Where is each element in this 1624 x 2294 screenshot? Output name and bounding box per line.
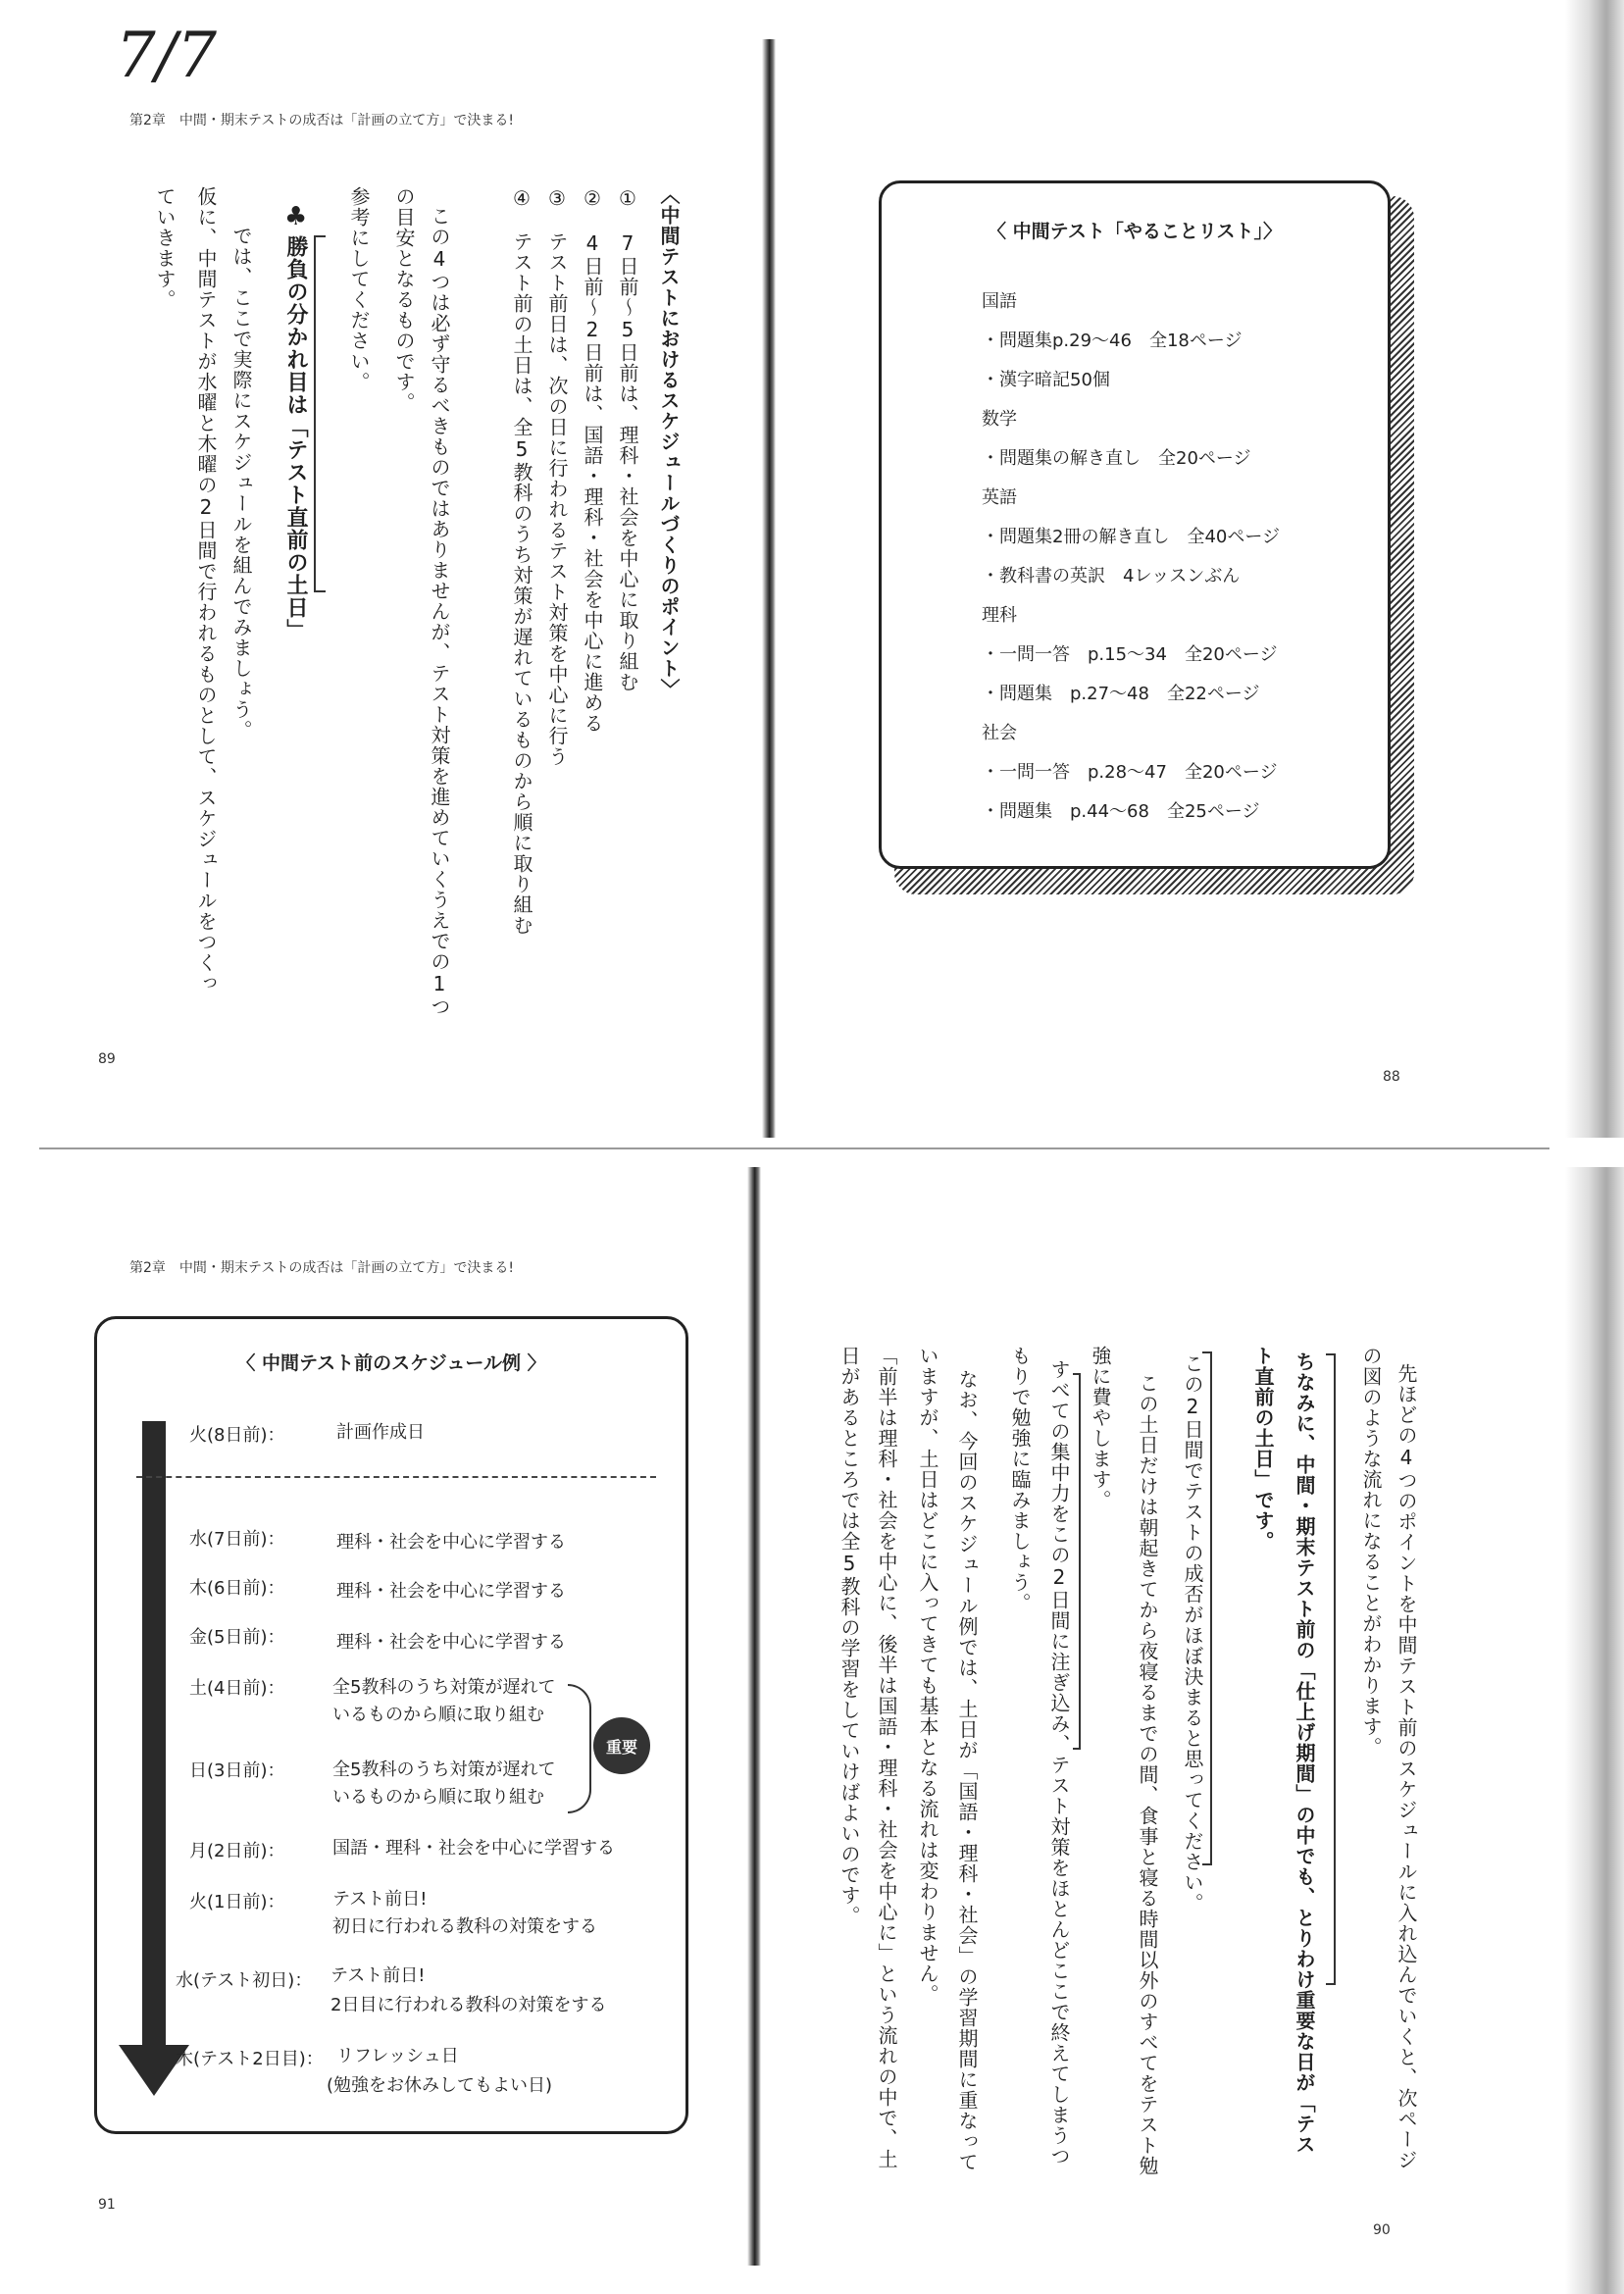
p90-col-10: なお、今回のスケジュール例では、土日が「国語・理科・社会」の学習期間に重なって [955, 1369, 979, 2172]
gutter-shadow-top [762, 39, 776, 1138]
todo-box-title: 〈 中間テスト「やることリスト」〉 [988, 221, 1282, 242]
subheading: 勝負の分かれ目は「テスト直前の土日」 [283, 235, 308, 641]
p90-col-1: 先ほどの4つのポイントを中間テスト前のスケジュールに入れ込んでいくと、次ページ [1395, 1363, 1418, 2170]
schedule-task: いるものから順に取り組む [332, 1705, 544, 1725]
page-edge-shadow-bottom [1565, 1167, 1624, 2294]
todo-box [879, 180, 1391, 869]
handwritten-bracket [314, 235, 326, 592]
todo-item: ・問題集p.29～46 全18ページ [982, 331, 1243, 351]
schedule-task: テスト前日! [332, 1889, 428, 1910]
p90-col-7: 強に費やします。 [1089, 1346, 1112, 1510]
todo-subject-shakai: 社会 [982, 723, 1017, 743]
point-4: ④ テスト前の土日は、全5教科のうち対策が遅れているものから順に取り組む [510, 186, 533, 936]
todo-item: ・問題集2冊の解き直し 全40ページ [982, 527, 1280, 547]
handwritten-bracket [1326, 1353, 1336, 1985]
schedule-day: 火(1日前)： [189, 1892, 285, 1912]
point-3: ③ テスト前日は、次の日に行われるテスト対策を中心に行う [545, 186, 569, 767]
p90-col-12: 「前半は理科・社会を中心に、後半は国語・理科・社会を中心に」という流れの中で、土 [875, 1346, 898, 2169]
p90-col-3: ちなみに、中間・期末テスト前の「仕上げ期間」の中でも、とりわけ重要な日が「テス [1293, 1351, 1316, 2155]
schedule-day: 水(テスト初日)： [176, 1970, 313, 1991]
handwritten-bracket [1202, 1351, 1212, 1865]
schedule-day: 土(4日前)： [189, 1678, 285, 1699]
page-number-88: 88 [1383, 1069, 1400, 1085]
schedule-task: 全5教科のうち対策が遅れて [332, 1677, 556, 1698]
gutter-shadow-bottom [747, 1167, 761, 2266]
schedule-task: 国語・理科・社会を中心に学習する [332, 1838, 615, 1859]
schedule-day: 日(3日前)： [189, 1760, 285, 1781]
todo-item: ・一問一答 p.15～34 全20ページ [982, 644, 1278, 665]
schedule-task: 2日目に行われる教科の対策をする [330, 1995, 607, 2015]
schedule-day: 金(5日前)： [189, 1627, 285, 1648]
p90-col-9: もりで勉強に臨みましょう。 [1008, 1346, 1032, 1613]
p90-col-2: の図のような流れになることがわかります。 [1359, 1346, 1383, 1758]
todo-item: ・一問一答 p.28～47 全20ページ [982, 762, 1278, 783]
planning-divider [136, 1476, 656, 1478]
p90-col-11: いますが、土日はどこに入ってきても基本となる流れは変わりません。 [916, 1346, 939, 2005]
body1-line-3: 参考にしてください。 [347, 186, 371, 392]
point-1: ① 7日前～5日前は、理科・社会を中心に取り組む [616, 186, 639, 692]
schedule-box-title: 〈 中間テスト前のスケジュール例 〉 [236, 1352, 546, 1374]
handwritten-date: 7/7 [116, 20, 217, 92]
todo-subject-sugaku: 数学 [982, 409, 1017, 430]
body2-line-1: では、ここで実際にスケジュールを組んでみましょう。 [229, 226, 253, 740]
point-2: ② 4日前～2日前は、国語・理科・社会を中心に進める [581, 186, 604, 734]
points-heading: 〈中間テストにおけるスケジュールづくりのポイント〉 [657, 184, 681, 699]
handwritten-bracket [1073, 1373, 1081, 1750]
schedule-task: 理科・社会を中心に学習する [336, 1581, 566, 1602]
schedule-day: 木(テスト2日目)： [176, 2049, 324, 2069]
todo-subject-eigo: 英語 [982, 487, 1017, 508]
running-head-89: 第2章 中間・期末テストの成否は「計画の立て方」で決まる! [129, 113, 514, 128]
running-head-91: 第2章 中間・期末テストの成否は「計画の立て方」で決まる! [129, 1260, 514, 1276]
schedule-task: テスト前日! [330, 1965, 426, 1986]
body2-line-2: 仮に、中間テストが水曜と木曜の2日間で行われるものとして、スケジュールをつくっ [194, 186, 218, 994]
todo-subject-rika: 理科 [982, 605, 1017, 626]
schedule-task: 計画作成日 [336, 1422, 425, 1443]
p90-col-4: ト直前の土日」です。 [1251, 1346, 1275, 1552]
page-number-91: 91 [98, 2197, 116, 2213]
important-badge: 重要 [593, 1717, 650, 1774]
schedule-day: 木(6日前)： [189, 1578, 285, 1599]
timeline-arrow-shaft [142, 1421, 166, 2049]
page-number-89: 89 [98, 1051, 116, 1067]
important-brace [568, 1684, 591, 1813]
schedule-day: 月(2日前)： [189, 1841, 285, 1861]
todo-item: ・問題集の解き直し 全20ページ [982, 448, 1251, 469]
schedule-box [94, 1316, 688, 2134]
club-icon: ♣ [284, 202, 308, 231]
scan-divider [39, 1147, 1549, 1149]
p90-col-5: この2日間でテストの成否がほぼ決まると思ってください。 [1181, 1353, 1204, 1913]
schedule-task: 全5教科のうち対策が遅れて [332, 1759, 556, 1780]
body2-line-3: ていきます。 [153, 186, 177, 310]
schedule-task: (勉強をお休みしてもよい日) [327, 2075, 553, 2096]
schedule-day: 火(8日前)： [189, 1425, 285, 1446]
todo-item: ・教科書の英訳 4レッスンぶん [982, 566, 1241, 586]
body1-line-1: この4つは必ず守るべきものではありませんが、テスト対策を進めていくうえでの1つ [428, 206, 451, 1017]
todo-subject-kokugo: 国語 [982, 291, 1017, 312]
schedule-task: リフレッシュ日 [336, 2046, 459, 2066]
schedule-task: 理科・社会を中心に学習する [336, 1532, 566, 1553]
schedule-day: 水(7日前)： [189, 1529, 285, 1550]
page-number-90: 90 [1373, 2222, 1391, 2238]
todo-item: ・問題集 p.27～48 全22ページ [982, 684, 1260, 704]
p90-col-8: すべての集中力をこの2日間に注ぎ込み、テスト対策をほとんどここで終えてしまうつ [1047, 1359, 1071, 2167]
todo-item: ・問題集 p.44～68 全25ページ [982, 801, 1260, 822]
schedule-task: 初日に行われる教科の対策をする [332, 1916, 597, 1937]
schedule-task: いるものから順に取り組む [332, 1787, 544, 1808]
schedule-task: 理科・社会を中心に学習する [336, 1632, 566, 1653]
body1-line-2: の目安となるものです。 [392, 186, 416, 413]
todo-item: ・漢字暗記50個 [982, 370, 1110, 390]
page-edge-shadow-top [1565, 0, 1624, 1138]
p90-col-6: この土日だけは朝起きてから夜寝るまでの間、食事と寝る時間以外のすべてをテスト勉 [1136, 1373, 1159, 2176]
p90-col-13: 日があるところでは全5教科の学習をしていけばよいのです。 [837, 1346, 861, 1926]
